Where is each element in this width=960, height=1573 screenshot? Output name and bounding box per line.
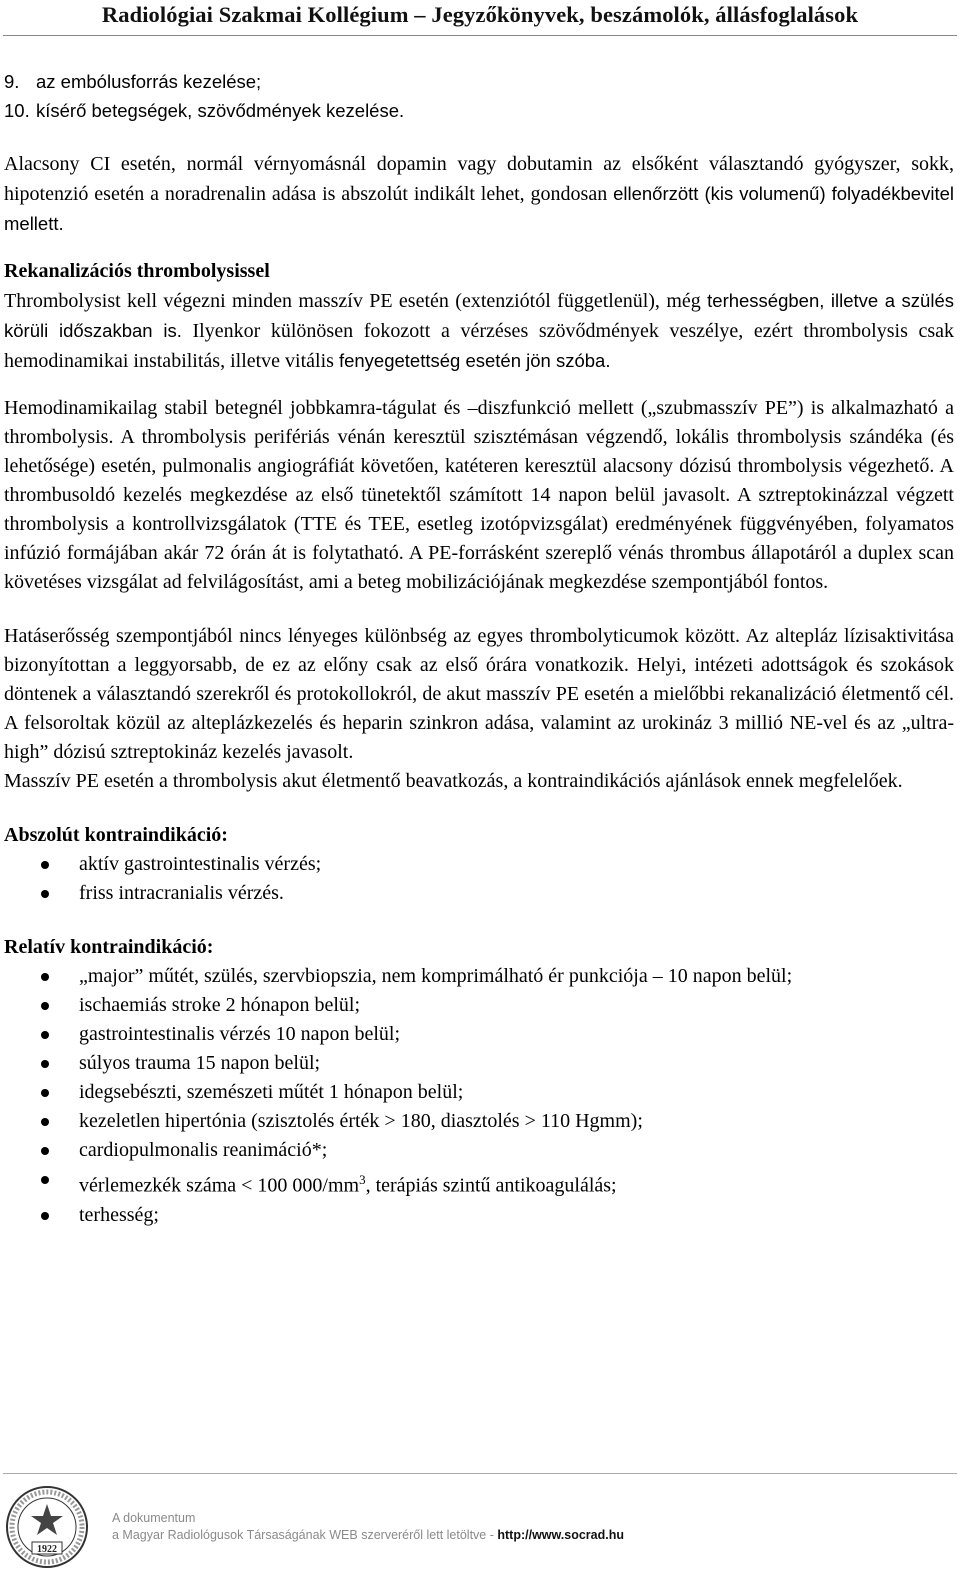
section-heading-rekanalizacio: Rekanalizációs thrombolysissel xyxy=(4,260,270,282)
footer-line2 xyxy=(112,1527,624,1544)
section-heading-abszolut: Abszolút kontraindikáció: xyxy=(4,824,228,846)
list-text: az embólusforrás kezelése; xyxy=(36,71,262,92)
list-text: idegsebészti, szemészeti műtét 1 hónapon belül; xyxy=(79,1081,464,1103)
society-seal-logo xyxy=(2,1484,92,1570)
paragraph-hataserosseg: Hatáserősség szempontjából nincs lényeges különbség az egyes thrombolyticumok között. Az altepláz lízisaktivitása bizonyítottan a leggyorsabb, de ez az előny csak az első órára vonatkozik. Helyi, intézeti adottságok és szokások döntenek a választandó szerekről és protokollokról, de akut masszív PE esetén a mielőbbi rekanalizáció életmentő cél. A felsoroltak közül az alteplázkezelés és heparin szinkron adása, valamint az urokináz 3 millió NE-vel és az „ultra-high” dózisú sztreptokináz kezelés javasolt. xyxy=(4,625,954,763)
paragraph-text: fenyegetettség esetén jön szóba. xyxy=(338,350,611,371)
paragraph-text: terhességben, illetve a szülés körüli időszakban is. xyxy=(4,290,954,341)
list-text: kezeletlen hipertónia (szisztolés érték > 180, diasztolés > 110 Hgmm); xyxy=(79,1110,643,1132)
bullet-icon xyxy=(41,1147,49,1155)
footer-line1: A dokumentum xyxy=(112,1511,196,1525)
list-item xyxy=(4,1020,954,1049)
list-text: kísérő betegségek, szövődmények kezelése. xyxy=(36,100,405,121)
list-item xyxy=(4,96,954,125)
bullet-icon xyxy=(41,1118,49,1126)
list-number: 9. xyxy=(4,71,20,92)
paragraph-text-tail: ellenőrzött (kis volumenű) folyadékbevitel mellett. xyxy=(4,183,954,234)
bullet-icon xyxy=(41,973,49,981)
list-item xyxy=(4,1201,954,1230)
bullet-icon xyxy=(41,1002,49,1010)
footer-divider xyxy=(3,1473,957,1474)
paragraph-text: Alacsony CI esetén, normál vérnyomásnál dopamin vagy dobutamin az elsőként választandó gyógyszer, sokk, hipotenzió esetén a noradrenalin adása is abszolút indikált lehet, gondosan xyxy=(4,153,954,205)
footer-url-link[interactable]: http://www.socrad.hu xyxy=(497,1528,624,1542)
paragraph-text: Thrombolysist kell végezni minden masszív PE esetén (extenziótól függetlenül), még xyxy=(4,290,701,312)
list-item xyxy=(4,1049,954,1078)
list-text: „major” műtét, szülés, szervbiopszia, nem komprimálható ér punkciója – 10 napon belül; xyxy=(79,965,793,987)
superscript: 3 xyxy=(359,1172,366,1187)
paragraph-masszive-pe: Masszív PE esetén a thrombolysis akut életmentő beavatkozás, a kontraindikációs ajánlások ennek megfelelőek. xyxy=(4,770,903,792)
relativ-list xyxy=(4,962,954,1230)
list-item xyxy=(4,1136,954,1165)
bullet-icon xyxy=(41,1212,49,1220)
list-text: gastrointestinalis vérzés 10 napon belül; xyxy=(79,1023,401,1045)
list-item xyxy=(4,962,954,991)
header-divider xyxy=(3,35,957,36)
header-title: Radiológiai Szakmai Kollégium – Jegyzőkönyvek, beszámolók, állásfoglalások xyxy=(101,2,859,27)
paragraph-hemodinamika: Hemodinamikailag stabil betegnél jobbkamra-tágulat és –diszfunkció mellett („szubmasszív PE”) is alkalmazható a thrombolysis. A thrombolysis perifériás vénán keresztül szisztémásan végzendő, lokális thrombolysis szándéka (és lehetősége) esetén, pulmonalis angiográfiát követően, katéteren keresztül alacsony dózisú thrombolysis végezhető. A thrombusoldó kezelés megkezdése az első tünetektől számított 14 napon belül javasolt. A sztreptokinázzal végzett thrombolysis a kontrollvizsgálatok (TTE és TEE, esetleg izotópvizsgálat) eredményének függvényében, folyamatos infúzió formájában akár 72 órán át is folytatható. A PE-forrásként szereplő vénás thrombus állapotáról a duplex scan követéses vizsgálat ad felvilágosítást, ami a beteg mobilizációjának megkezdése szempontjából fontos. xyxy=(4,397,954,593)
list-text: friss intracranialis vérzés. xyxy=(79,882,284,904)
footer-note xyxy=(112,1510,624,1544)
list-text: cardiopulmonalis reanimáció*; xyxy=(79,1139,328,1161)
list-item xyxy=(4,1107,954,1136)
list-item xyxy=(4,1165,954,1201)
section-heading-relativ: Relatív kontraindikáció: xyxy=(4,936,214,958)
page-header xyxy=(0,0,960,30)
bullet-icon xyxy=(41,1060,49,1068)
list-text: súlyos trauma 15 napon belül; xyxy=(79,1052,321,1074)
paragraph-dopamin xyxy=(4,150,954,239)
bullet-icon xyxy=(41,1089,49,1097)
bullet-icon xyxy=(41,861,49,869)
bullet-icon xyxy=(41,1031,49,1039)
paragraph-text: Ilyenkor különösen fokozott a vérzéses szövődmények veszélye, ezért thrombolysis csak hemodinamikai instabilitás, illetve vitális xyxy=(4,320,955,372)
document-body xyxy=(4,67,954,1230)
list-item xyxy=(4,879,954,908)
list-text: terhesség; xyxy=(79,1203,159,1226)
list-item xyxy=(4,67,954,96)
list-text: ischaemiás stroke 2 hónapon belül; xyxy=(79,994,361,1016)
bullet-icon xyxy=(41,1176,49,1184)
list-item xyxy=(4,1078,954,1107)
logo-year: 1922 xyxy=(37,1544,57,1555)
list-text: , terápiás szintű antikoagulálás; xyxy=(365,1174,617,1197)
abszolut-list xyxy=(4,850,954,908)
list-item xyxy=(4,850,954,879)
list-item xyxy=(4,991,954,1020)
bullet-icon xyxy=(41,890,49,898)
numbered-list xyxy=(4,67,954,125)
footer-source-text: a Magyar Radiológusok Társaságának WEB szerveréről lett letöltve - xyxy=(112,1528,494,1542)
list-text: aktív gastrointestinalis vérzés; xyxy=(79,853,322,875)
list-number: 10. xyxy=(4,100,30,121)
paragraph-thrombolysis xyxy=(4,286,954,376)
list-text: vérlemezkék száma < 100 000/mm xyxy=(79,1174,360,1197)
